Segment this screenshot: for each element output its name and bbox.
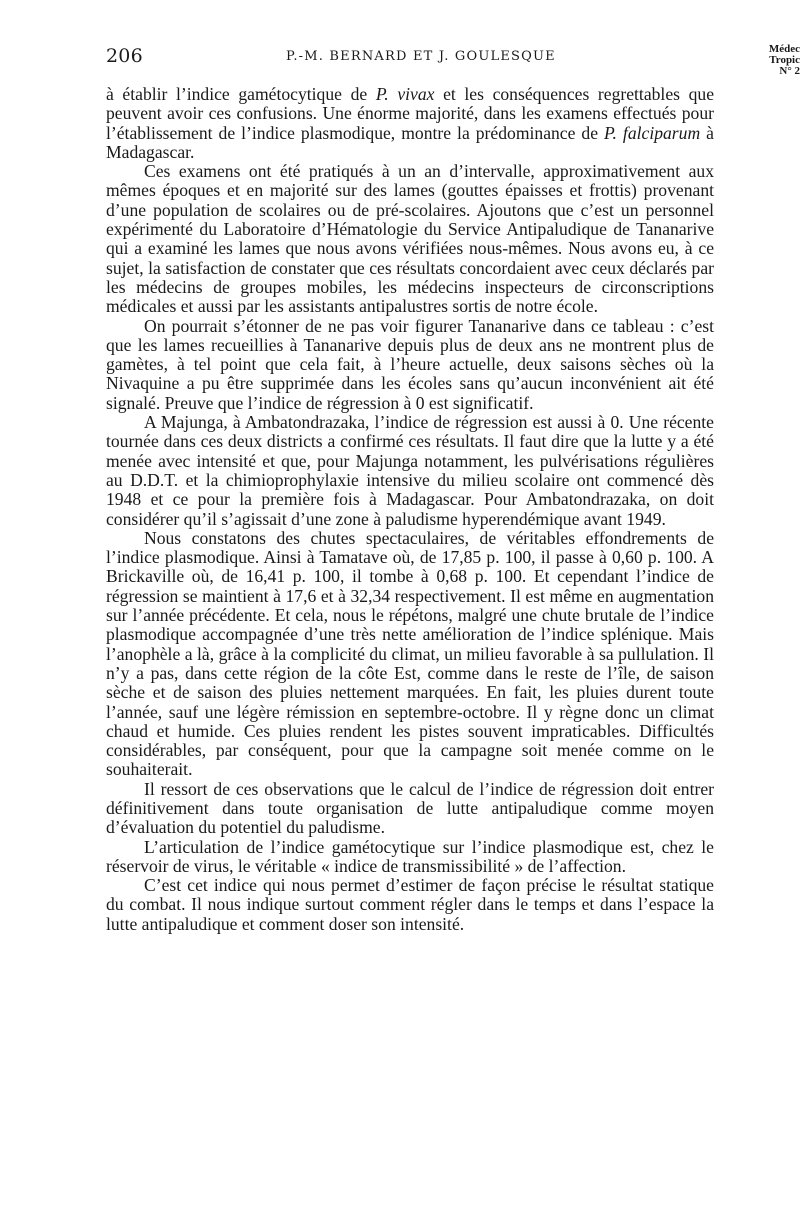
margin-note-line: Médec [768,44,800,55]
body-text [106,85,714,934]
paragraph [106,317,714,413]
text-run: On pourrait s’étonner de ne pas voir figurer Tananarive dans ce tableau : c’est que les lames recueillies à Tananarive depuis plus de deux ans ne montrent plus de gamètes, à tel point que cela fait, à l’heure actuelle, deux saisons sèches où la Nivaquine a pu être supprimée dans les écoles sans qu’aucun inconvénient ait été signalé. Preuve que l’indice de régression à 0 est significatif. [106,315,714,413]
text-run: A Majunga, à Ambatondrazaka, l’indice de régression est aussi à 0. Une récente tournée dans ces deux districts a confirmé ces résultats. Il faut dire que la lutte y a été menée avec intensité et que, pour Majunga notamment, les pulvérisations régulières au D.D.T. et la chimioprophylaxie intensive du milieu scolaire ont commencé dès 1948 et ce pour la première fois à Madagascar. Pour Ambatondrazaka, on doit considérer qu’il s’agissait d’une zone à paludisme hyperendémique avant 1949. [106,412,714,529]
italic-species-name: P. vivax [375,84,435,104]
text-run: Ces examens ont été pratiqués à un an d’intervalle, approximativement aux mêmes époques et en majorité sur des lames (gouttes épaisses et frottis) provenant d’une population de scolaires ou de pré-scolaires. Ajoutons que c’est un personnel expérimenté du Laboratoire d’Hématologie du Service Antipaludique de Tananarive qui a examiné les lames que nous avons vérifiées nous-mêmes. Nous avons eu, à ce sujet, la satisfaction de constater que ces résultats concordaient avec ceux déclarés par les médecins de groupes mobiles, les médecins inspecteurs de circonscriptions médicales et aussi par les assistants antipalustres sortis de notre école. [106,161,714,317]
text-run: L’articulation de l’indice gamétocytique sur l’indice plasmodique est, chez le réservoir de virus, le véritable « indice de transmissibilité » de l’affection. [106,836,714,876]
page-number: 206 [106,45,143,67]
text-run: Il ressort de ces observations que le calcul de l’indice de régression doit entrer définitivement dans toute organisation de lutte antipaludique comme moyen d’évaluation du potentiel du paludisme. [106,778,714,838]
margin-note-line: N° 2 [779,65,800,77]
margin-note-line: Tropic [769,54,800,66]
italic-species-name: P. falciparum [604,122,701,143]
text-run: Nous constatons des chutes spectaculaires, de véritables effondrements de l’indice plasmodique. Ainsi à Tamatave où, de 17,85 p. 100, il passe à 0,60 p. 100. A Brickaville où, de 16,41 p. 100, il tombe à 0,68 p. 100. Et cependant l’indice de régression se maintient à 17,6 et à 32,34 respectivement. Il est même en augmentation sur l’année précédente. Et cela, nous le répétons, malgré une chute brutale de l’indice plasmodique accompagnée d’une très nette amélioration de l’indice splénique. Mais l’anophèle a là, grâce à la complicité du climat, un milieu favorable à sa pullulation. Il n’y a pas, dans cette région de la côte Est, comme dans le reste de l’île, de saison sèche et de saison des pluies nettement marquées. En fait, les pluies durent toute l’année, sauf une légère rémission en septembre-octobre. Il y règne donc un climat chaud et humide. Ces pluies rendent les pistes souvent impraticables. Difficultés considérables, par conséquent, pour que la campagne soit menée comme on le souhaiterait. [106,527,714,780]
paragraph [106,876,714,934]
paragraph [106,162,714,316]
text-run: à Madagascar. [106,122,714,162]
running-title: P.-M. BERNARD ET J. GOULESQUE [286,49,556,64]
text-run: et les conséquences regrettables que peuvent avoir ces confusions. Une énorme majorité, dans les examens effectués pour l’établissement de l’indice plasmodique, montre la prédominance de [106,84,715,143]
text-run: à établir l’indice gamétocytique de [106,84,376,104]
paragraph [106,529,714,780]
paragraph [106,413,714,529]
paragraph [106,838,714,877]
text-run: C’est cet indice qui nous permet d’estimer de façon précise le résultat statique du combat. Il nous indique surtout comment régler dans le temps et dans l’espace la lutte antipaludique et comment doser son intensité. [106,875,714,934]
page-header [106,45,746,73]
paragraph [106,85,714,162]
journal-margin-note [730,44,800,77]
paragraph [106,780,714,838]
